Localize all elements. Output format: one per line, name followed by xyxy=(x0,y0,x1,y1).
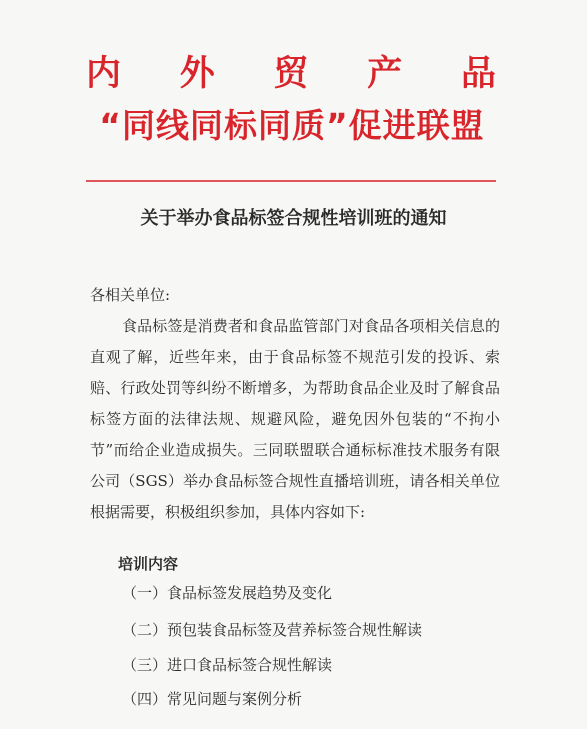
document-title: 关于举办食品标签合规性培训班的通知 xyxy=(140,208,447,229)
header-char: 产 xyxy=(367,54,403,94)
body-paragraph: 食品标签是消费者和食品监管部门对食品各项相关信息的直观了解，近些年来，由于食品标签不规范引发的投诉、索赔、行政处罚等纠纷不断增多，为帮助食品企业及时了解食品标签方面的法律法规、规避风险，避免因外包装的“不拘小节”而给企业造成损失。三同联盟联合通标标准技术服务有限公司（SGS）举办食品标签合规性直播培训班，请各相关单位根据需要，积极组织参加，具体内容如下: xyxy=(90,317,500,521)
salutation: 各相关单位: xyxy=(90,286,171,304)
header-title-line1 xyxy=(86,52,496,96)
header-char: 品 xyxy=(460,54,496,94)
header-char: 贸 xyxy=(273,54,309,94)
list-item: （二）预包装食品标签及营养标签合规性解读 xyxy=(122,621,423,639)
section-heading: 培训内容 xyxy=(118,555,179,573)
header-char: 外 xyxy=(179,54,215,94)
header-char: 内 xyxy=(86,54,122,94)
list-item: （三）进口食品标签合规性解读 xyxy=(122,656,333,674)
list-item: （一）食品标签发展趋势及变化 xyxy=(122,584,333,602)
header-title-line2: “同线同标同质”促进联盟 xyxy=(99,106,485,145)
list-item: （四）常见问题与案例分析 xyxy=(122,690,303,708)
header-divider xyxy=(86,180,496,182)
